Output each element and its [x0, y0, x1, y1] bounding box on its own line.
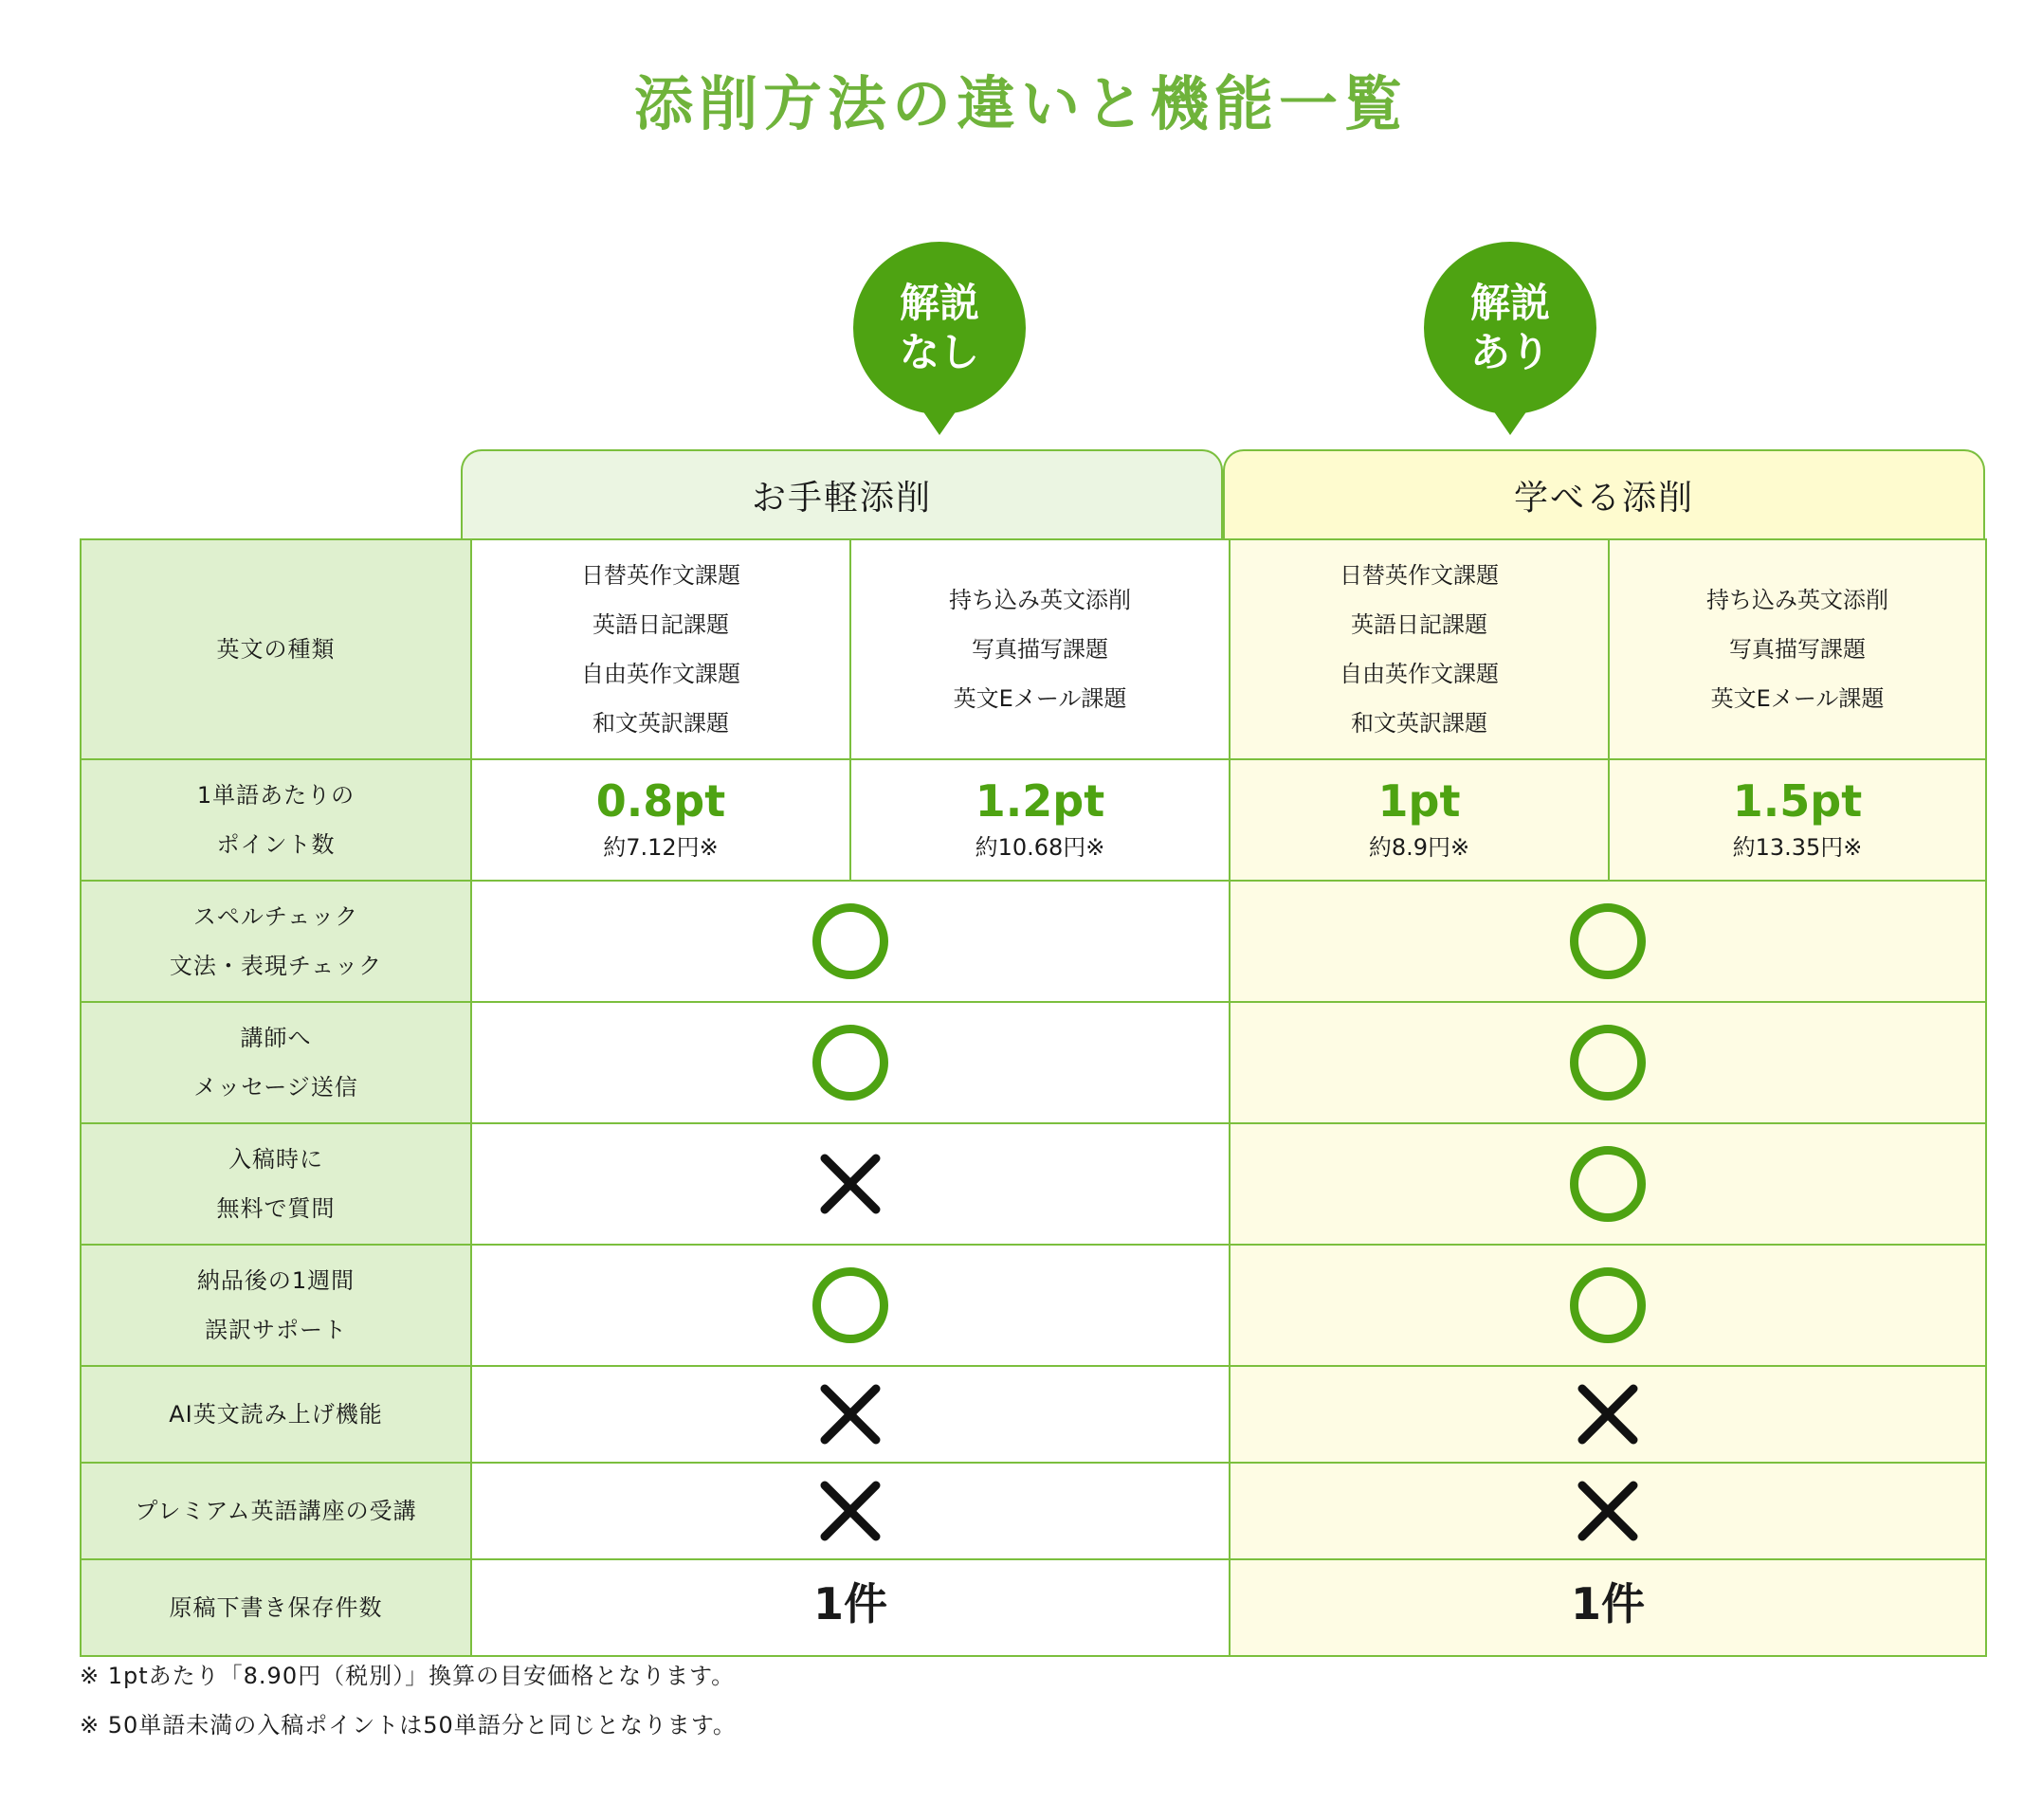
type-item: 和文英訳課題 [1351, 710, 1487, 737]
comparison-table [80, 538, 1987, 1657]
badge-line: あり [1469, 329, 1550, 375]
table-row-points [81, 759, 1986, 881]
points-value: 1pt [1377, 775, 1461, 827]
points-cell [471, 759, 850, 881]
mark-cell-learn [1230, 1463, 1986, 1559]
available-circle-icon [812, 903, 888, 979]
available-circle-icon [1570, 903, 1646, 979]
mark-cell-easy [471, 1463, 1230, 1559]
type-item: 日替英作文課題 [581, 562, 740, 589]
row-label-line: 無料で質問 [216, 1195, 336, 1222]
plan-header-learn: 学べる添削 [1223, 449, 1985, 538]
mark-cell-learn [1230, 1123, 1986, 1245]
types-cell-learn-custom [1609, 539, 1986, 759]
type-item: 日替英作文課題 [1340, 562, 1499, 589]
table-row-question [81, 1123, 1986, 1245]
row-label [81, 1123, 471, 1245]
row-label [81, 1245, 471, 1366]
points-cell [1609, 759, 1986, 881]
row-label-line: 納品後の1週間 [196, 1267, 356, 1294]
type-item: 英文Eメール課題 [953, 685, 1127, 712]
row-label [81, 759, 471, 881]
type-item: 自由英作文課題 [581, 661, 740, 687]
available-circle-icon [1570, 1146, 1646, 1222]
row-label [81, 881, 471, 1002]
row-label-line: スペルチェック [192, 903, 359, 930]
type-item: 写真描写課題 [972, 636, 1108, 663]
drafts-count-learn [1230, 1559, 1986, 1656]
type-item: 持ち込み英文添削 [1706, 587, 1888, 613]
available-circle-icon [812, 1267, 888, 1343]
row-label: 原稿下書き保存件数 [81, 1559, 471, 1656]
mark-cell-easy [471, 1002, 1230, 1123]
row-label: AI英文読み上げ機能 [81, 1366, 471, 1463]
footnote: ※ 50単語未満の入稿ポイントは50単語分と同じとなります。 [80, 1712, 737, 1738]
row-label: 英文の種類 [81, 539, 471, 759]
badge-line: なし [899, 329, 979, 375]
table-row-spell [81, 881, 1986, 1002]
type-item: 和文英訳課題 [593, 710, 729, 737]
type-item: 英語日記課題 [1351, 611, 1487, 638]
points-value: 1.5pt [1732, 775, 1863, 827]
unavailable-cross-icon [1575, 1478, 1641, 1544]
badge-no-explanation [853, 242, 1026, 414]
available-circle-icon [812, 1025, 888, 1101]
type-item: 持ち込み英文添削 [949, 587, 1131, 613]
row-label-line: 誤訳サポート [205, 1317, 347, 1343]
unavailable-cross-icon [1575, 1381, 1641, 1447]
unavailable-cross-icon [817, 1381, 884, 1447]
mark-cell-learn [1230, 881, 1986, 1002]
table-row-types [81, 539, 1986, 759]
footnote: ※ 1ptあたり「8.90円（税別）」換算の目安価格となります。 [80, 1663, 736, 1689]
points-yen: 約8.9円※ [1368, 834, 1470, 861]
available-circle-icon [1570, 1267, 1646, 1343]
type-item: 英文Eメール課題 [1710, 685, 1885, 712]
mark-cell-learn [1230, 1002, 1986, 1123]
type-item: 自由英作文課題 [1340, 661, 1499, 687]
row-label [81, 1002, 471, 1123]
badge-line: 解説 [1469, 280, 1550, 326]
row-label: プレミアム英語講座の受講 [81, 1463, 471, 1559]
mark-cell-easy [471, 1245, 1230, 1366]
type-item: 英語日記課題 [593, 611, 729, 638]
points-yen: 約13.35円※ [1732, 834, 1863, 861]
available-circle-icon [1570, 1025, 1646, 1101]
row-label-line: 講師へ [240, 1025, 312, 1051]
mark-cell-easy [471, 1123, 1230, 1245]
table-row-message [81, 1002, 1986, 1123]
points-value: 0.8pt [595, 775, 726, 827]
points-cell [850, 759, 1230, 881]
points-yen: 約10.68円※ [975, 834, 1105, 861]
table-row-premium [81, 1463, 1986, 1559]
badge-with-explanation [1424, 242, 1596, 414]
unavailable-cross-icon [817, 1478, 884, 1544]
type-item: 写真描写課題 [1729, 636, 1866, 663]
table-row-support [81, 1245, 1986, 1366]
mark-cell-easy [471, 881, 1230, 1002]
badge-line: 解説 [899, 280, 979, 326]
points-cell [1230, 759, 1609, 881]
row-label-line: 1単語あたりの [196, 782, 356, 809]
table-row-drafts [81, 1559, 1986, 1656]
types-cell-easy-custom [850, 539, 1230, 759]
page-title: 添削方法の違いと機能一覧 [633, 69, 1408, 138]
table-row-ai [81, 1366, 1986, 1463]
plan-header-easy: お手軽添削 [461, 449, 1223, 538]
mark-cell-learn [1230, 1366, 1986, 1463]
drafts-count: 1件 [1570, 1578, 1645, 1629]
mark-cell-easy [471, 1366, 1230, 1463]
row-label-line: 文法・表現チェック [169, 953, 383, 979]
mark-cell-learn [1230, 1245, 1986, 1366]
drafts-count-easy [471, 1559, 1230, 1656]
row-label-line: 入稿時に [228, 1146, 323, 1173]
unavailable-cross-icon [817, 1151, 884, 1217]
row-label-line: メッセージ送信 [193, 1074, 358, 1101]
row-label-line: ポイント数 [216, 831, 336, 858]
types-cell-easy-daily [471, 539, 850, 759]
points-yen: 約7.12円※ [603, 834, 719, 861]
drafts-count: 1件 [812, 1578, 887, 1629]
points-value: 1.2pt [975, 775, 1105, 827]
types-cell-learn-daily [1230, 539, 1609, 759]
